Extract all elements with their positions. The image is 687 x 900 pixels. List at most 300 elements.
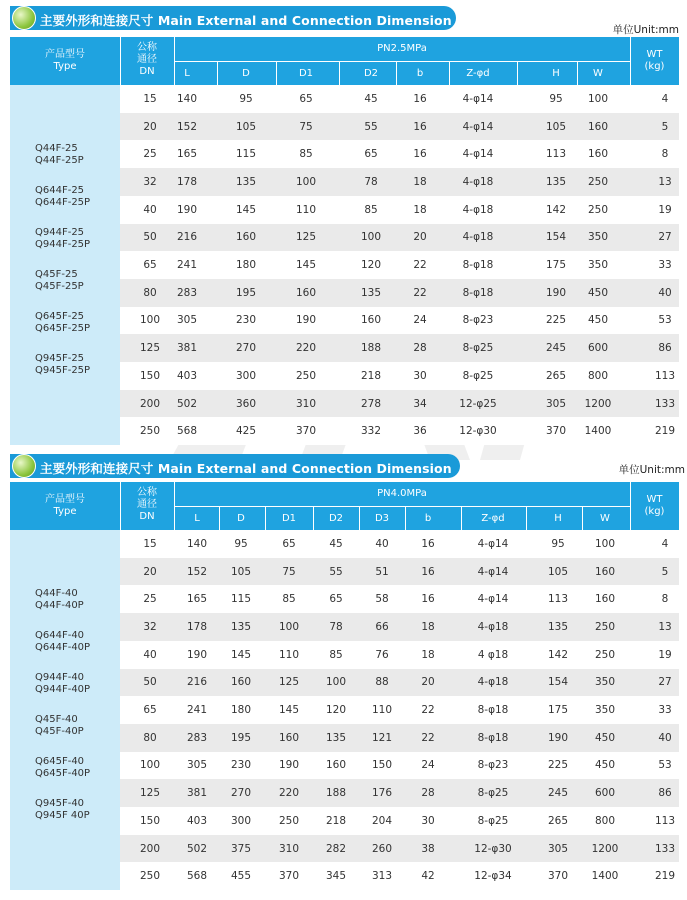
table-cell: 105 [230,565,252,578]
table-cell: 250 [587,203,609,216]
table-cell: 100 [139,759,161,772]
table-cell: 16 [421,565,435,578]
table-cell: 13 [658,620,672,633]
table-cell: 100 [587,92,609,105]
header-wt-line: WT [646,494,663,505]
table-cell: 265 [545,369,567,382]
table-cell: 22 [413,259,427,272]
table-cell: 360 [235,397,257,410]
bullet-circle-icon [12,6,36,30]
table-row [120,613,679,641]
table-cell: 120 [325,704,347,717]
table-cell: 85 [364,203,378,216]
table-cell: 100 [325,676,347,689]
table-cell: 16 [421,537,435,550]
table-cell: 4-φ14 [462,92,494,105]
header-dn-line: DN [139,511,155,522]
table-cell: 450 [594,759,616,772]
table-cell: 18 [421,620,435,633]
table-cell: 370 [295,425,317,438]
model-group [10,630,120,654]
table-cell: 220 [278,787,300,800]
table-cell: 230 [230,759,252,772]
table-row [120,307,679,335]
table-cell: 145 [235,203,257,216]
table-cell: 8-φ25 [477,787,509,800]
table-cell: 86 [658,342,672,355]
table-cell: 30 [421,814,435,827]
model-name: Q944F-40 [35,672,85,683]
table-cell: 50 [143,676,157,689]
table-cell: 381 [176,342,198,355]
table-cell: 180 [235,259,257,272]
table-cell: 160 [587,148,609,161]
table-cell: 22 [421,731,435,744]
table-cell: 800 [587,369,609,382]
header-col-zd: Z-φd [481,513,505,524]
table-cell: 450 [587,286,609,299]
table-cell: 80 [143,286,157,299]
table-cell: 65 [329,593,343,606]
header-separator [276,61,277,85]
table-cell: 42 [421,870,435,883]
model-name: Q45F-40 [35,714,78,725]
table-cell: 100 [360,231,382,244]
model-name: Q644F-40 [35,630,85,641]
header-separator [265,506,266,530]
header-pn: PN2.5MPa [377,43,427,54]
header-wt-line: (kg) [644,506,665,517]
model-name: Q645F-25P [35,323,91,334]
model-name: Q44F-25 [35,143,78,154]
model-name: Q645F-40P [35,768,91,779]
table-cell: 115 [230,593,252,606]
table-cell: 28 [421,787,435,800]
table-cell: 75 [282,565,296,578]
model-group [10,269,120,293]
table-cell: 36 [413,425,427,438]
table-cell: 95 [551,537,565,550]
table-cell: 113 [547,593,569,606]
table-cell: 140 [176,92,198,105]
table-cell: 260 [371,842,393,855]
table-cell: 40 [658,731,672,744]
table-cell: 175 [545,259,567,272]
table-cell: 1400 [591,870,619,883]
table-row [120,669,679,697]
header-col-h: H [552,68,560,79]
table-cell: 218 [360,369,382,382]
table-cell: 190 [545,286,567,299]
table-cell: 125 [295,231,317,244]
table-row [120,641,679,669]
table-cell: 145 [230,648,252,661]
header-dn-line: 公称 [137,487,157,498]
table-cell: 80 [143,731,157,744]
header-separator [313,506,314,530]
table-cell: 12-φ25 [459,397,497,410]
table-cell: 160 [230,676,252,689]
table-cell: 204 [371,814,393,827]
table-cell: 133 [654,397,676,410]
table-cell: 28 [413,342,427,355]
table-cell: 53 [658,314,672,327]
table-cell: 34 [413,397,427,410]
table-cell: 4 φ18 [477,648,509,661]
table-cell: 305 [186,759,208,772]
table-cell: 160 [295,286,317,299]
table-cell: 140 [186,537,208,550]
table-cell: 225 [547,759,569,772]
table-cell: 4-φ14 [462,148,494,161]
table-cell: 195 [230,731,252,744]
table-cell: 502 [176,397,198,410]
table-cell: 600 [594,787,616,800]
model-name: Q644F-25 [35,185,85,196]
table-cell: 4 [661,92,669,105]
table-cell: 190 [278,759,300,772]
table-cell: 20 [421,676,435,689]
header-separator [174,506,630,507]
table-cell: 113 [654,814,676,827]
table-cell: 13 [658,175,672,188]
header-model [10,49,120,73]
header-col-b: b [416,68,424,79]
table-cell: 4-φ18 [477,676,509,689]
table-cell: 150 [139,369,161,382]
table-row [120,279,679,307]
table-cell: 175 [547,704,569,717]
header-col-d3: D3 [374,513,390,524]
table-cell: 95 [549,92,563,105]
table-cell: 105 [235,120,257,133]
table-cell: 345 [325,870,347,883]
table-cell: 190 [547,731,569,744]
table-cell: 8-φ25 [477,814,509,827]
table-cell: 219 [654,425,676,438]
unit-label: 单位Unit:mm [612,24,679,36]
table-cell: 55 [329,565,343,578]
model-group [10,714,120,738]
table-cell: 25 [143,148,157,161]
header-col-w: W [593,68,603,79]
table-cell: 65 [282,537,296,550]
table-cell: 113 [545,148,567,161]
header-col-l: L [184,68,190,79]
table-cell: 8-φ18 [462,286,494,299]
header-model [10,494,120,518]
table-cell: 40 [658,286,672,299]
table-header [10,482,679,530]
table-cell: 135 [230,620,252,633]
table-cell: 160 [594,565,616,578]
table-cell: 188 [360,342,382,355]
header-col-zd: Z-φd [466,68,490,79]
header-separator [526,506,527,530]
table-cell: 150 [371,759,393,772]
model-column [10,85,120,445]
table-cell: 403 [176,369,198,382]
table-cell: 45 [364,92,378,105]
table-cell: 19 [658,648,672,661]
header-separator [396,61,397,85]
header-col-d2: D2 [328,513,344,524]
table-row [120,696,679,724]
table-cell: 30 [413,369,427,382]
header-col-b: b [424,513,432,524]
model-group [10,756,120,780]
table-cell: 245 [547,787,569,800]
table-cell: 250 [594,620,616,633]
header-separator [339,61,340,85]
table-cell: 200 [139,842,161,855]
table-cell: 133 [654,842,676,855]
table-cell: 65 [299,92,313,105]
table-cell: 190 [176,203,198,216]
table-cell: 51 [375,565,389,578]
model-name: Q44F-25P [35,155,84,166]
model-column [10,530,120,890]
table-cell: 65 [143,704,157,717]
table-cell: 4 [661,537,669,550]
table-cell: 16 [413,120,427,133]
table-cell: 160 [325,759,347,772]
table-cell: 110 [371,704,393,717]
table-cell: 75 [299,120,313,133]
model-name: Q945F-40 [35,798,85,809]
table-cell: 33 [658,704,672,717]
table-cell: 305 [545,397,567,410]
table-cell: 241 [176,259,198,272]
header-dn-line: 通径 [137,54,157,65]
table-cell: 178 [176,175,198,188]
table-cell: 20 [143,565,157,578]
table-cell: 188 [325,787,347,800]
table-cell: 95 [239,92,253,105]
table-row [120,417,679,445]
model-name: Q45F-25P [35,281,84,292]
table-cell: 370 [278,870,300,883]
table-cell: 225 [545,314,567,327]
model-name: Q945F-25P [35,365,91,376]
table-cell: 305 [176,314,198,327]
model-name: Q944F-40P [35,684,91,695]
table-cell: 160 [278,731,300,744]
table-cell: 230 [235,314,257,327]
table-cell: 110 [278,648,300,661]
table-cell: 8-φ23 [462,314,494,327]
table-cell: 4-φ18 [462,175,494,188]
header-col-l: L [194,513,200,524]
table-cell: 16 [413,92,427,105]
table-cell: 15 [143,92,157,105]
header-wt-line: (kg) [644,61,665,72]
table-cell: 27 [658,676,672,689]
table-cell: 16 [413,148,427,161]
table-cell: 195 [235,286,257,299]
table-cell: 24 [421,759,435,772]
header-model-cn: 产品型号 [45,494,85,505]
table-header [10,37,679,85]
table-cell: 370 [545,425,567,438]
model-name: Q44F-40 [35,588,78,599]
table-cell: 120 [360,259,382,272]
table-cell: 250 [139,425,161,438]
table-cell: 33 [658,259,672,272]
table-cell: 135 [235,175,257,188]
table-cell: 16 [421,593,435,606]
table-cell: 105 [545,120,567,133]
table-cell: 4-φ18 [462,203,494,216]
table-cell: 145 [278,704,300,717]
table-row [120,779,679,807]
table-cell: 135 [547,620,569,633]
table-cell: 4-φ14 [477,537,509,550]
table-cell: 4-φ14 [477,565,509,578]
table-cell: 180 [230,704,252,717]
table-cell: 310 [278,842,300,855]
table-cell: 22 [413,286,427,299]
model-group [10,798,120,822]
table-cell: 250 [139,870,161,883]
table-cell: 15 [143,537,157,550]
table-cell: 381 [186,787,208,800]
table-cell: 25 [143,593,157,606]
table-cell: 150 [139,814,161,827]
model-name: Q44F-40P [35,600,84,611]
table-cell: 370 [547,870,569,883]
model-name: Q944F-25P [35,239,91,250]
table-cell: 160 [235,231,257,244]
table-row [120,140,679,168]
model-group [10,185,120,209]
table-cell: 200 [139,397,161,410]
table-cell: 8 [661,148,669,161]
header-col-d: D [242,68,250,79]
table-cell: 86 [658,787,672,800]
table-cell: 152 [186,565,208,578]
table-cell: 85 [329,648,343,661]
header-col-d1: D1 [281,513,297,524]
header-col-d: D [237,513,245,524]
table-cell: 245 [545,342,567,355]
table-cell: 218 [325,814,347,827]
model-group [10,353,120,377]
unit-label: 单位Unit:mm [618,464,685,476]
table-cell: 38 [421,842,435,855]
header-separator [405,506,406,530]
table-cell: 100 [594,537,616,550]
table-cell: 241 [186,704,208,717]
table-cell: 278 [360,397,382,410]
table-cell: 568 [176,425,198,438]
header-separator [217,61,218,85]
table-cell: 190 [186,648,208,661]
table-cell: 5 [661,120,669,133]
table-cell: 250 [295,369,317,382]
model-group [10,311,120,335]
table-cell: 85 [299,148,313,161]
table-cell: 216 [176,231,198,244]
table-cell: 45 [329,537,343,550]
table-cell: 5 [661,565,669,578]
table-cell: 18 [413,175,427,188]
table-cell: 125 [139,787,161,800]
table-cell: 8-φ18 [477,731,509,744]
header-wt [630,494,679,518]
header-col-d2: D2 [363,68,379,79]
header-wt [630,49,679,73]
table-cell: 190 [295,314,317,327]
table-cell: 142 [547,648,569,661]
model-name: Q644F-40P [35,642,91,653]
table-cell: 310 [295,397,317,410]
table-cell: 270 [230,787,252,800]
table-cell: 1400 [584,425,612,438]
table-cell: 12-φ34 [474,870,512,883]
table-cell: 135 [325,731,347,744]
table-cell: 350 [587,231,609,244]
header-model-en: Type [53,61,77,72]
table-cell: 350 [587,259,609,272]
table-cell: 270 [235,342,257,355]
table-cell: 125 [278,676,300,689]
table-cell: 4-φ18 [477,620,509,633]
table-cell: 58 [375,593,389,606]
table-cell: 40 [143,203,157,216]
table-row [120,334,679,362]
table-cell: 40 [375,537,389,550]
table-cell: 18 [421,648,435,661]
header-dn [120,487,174,523]
table-row [120,807,679,835]
model-name: Q45F-40P [35,726,84,737]
table-cell: 8-φ25 [462,369,494,382]
table-cell: 450 [594,731,616,744]
table-cell: 160 [587,120,609,133]
header-model-en: Type [53,506,77,517]
table-row [120,862,679,890]
table-cell: 800 [594,814,616,827]
table-row [120,585,679,613]
table-cell: 313 [371,870,393,883]
table-cell: 115 [235,148,257,161]
table-row [120,113,679,141]
table-cell: 154 [545,231,567,244]
table-cell: 12-φ30 [474,842,512,855]
header-wt-line: WT [646,49,663,60]
table-cell: 403 [186,814,208,827]
table-cell: 600 [587,342,609,355]
model-group [10,672,120,696]
header-separator [577,61,578,85]
table-cell: 125 [139,342,161,355]
header-separator [120,482,121,530]
table-row [120,530,679,558]
table-cell: 160 [360,314,382,327]
model-name: Q944F-25 [35,227,85,238]
table-cell: 50 [143,231,157,244]
header-separator [517,61,518,85]
table-cell: 8-φ25 [462,342,494,355]
table-cell: 165 [176,148,198,161]
table-cell: 216 [186,676,208,689]
table-cell: 76 [375,648,389,661]
table-cell: 250 [587,175,609,188]
table-cell: 220 [295,342,317,355]
model-name: Q645F-25 [35,311,85,322]
table-cell: 300 [235,369,257,382]
